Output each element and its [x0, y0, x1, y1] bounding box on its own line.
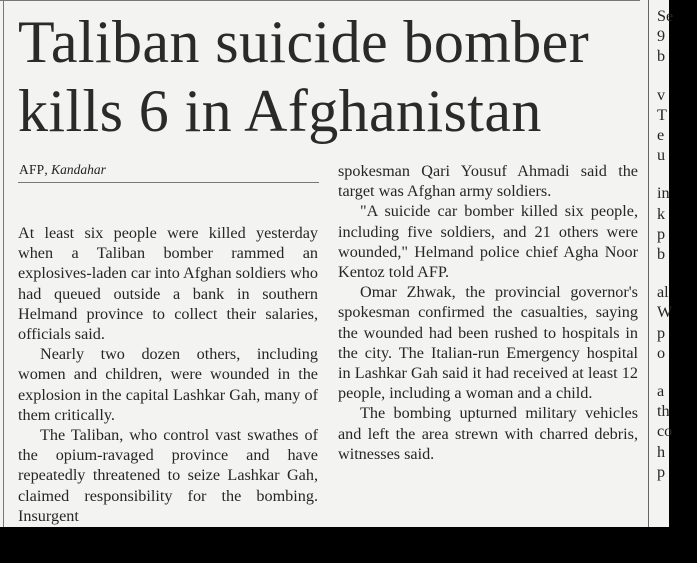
fragment-line: k	[657, 204, 666, 223]
article-paragraph: "A suicide car bomber killed six people, including five soldiers, and 21 others were wounded," Helmand police chief Agha Noor Kentoz told AFP.	[338, 202, 638, 282]
article-paragraph: The bombing upturned military vehicles and left the area strewn with charred debris, witnesses said.	[338, 404, 638, 463]
column-divider	[648, 0, 649, 527]
fragment-line: h	[657, 442, 666, 461]
byline	[19, 161, 106, 179]
article-paragraph: Omar Zhwak, the provincial governor's spokesman confirmed the casualties, saying the wounded had been rushed to hospitals in the city. The Italian-run Emergency hospital in Lashkar Gah said it had received at least 12 people, including a woman and a child.	[338, 283, 638, 403]
headline: Taliban suicide bomber kills 6 in Afghanistan	[18, 9, 590, 144]
article-paragraph: Nearly two dozen others, including women and children, were wounded in the explosion in the capital Lashkar Gah, many of them critically.	[18, 345, 318, 424]
fragment-line: Se	[657, 7, 674, 25]
fragment-line: b	[657, 47, 666, 66]
fragment-line: b	[657, 245, 666, 264]
fragment-line: e	[657, 126, 665, 145]
article-column-1	[18, 223, 318, 526]
fragment-line: p	[657, 462, 666, 481]
byline-rule	[18, 182, 319, 183]
fragment-line: p	[657, 224, 666, 243]
article-column-2	[338, 161, 638, 464]
fragment-line: co	[657, 422, 673, 441]
fragment-line: T	[657, 105, 667, 124]
article-paragraph: spokesman Qari Yousuf Ahmadi said the target was Afghan army soldiers.	[338, 162, 638, 201]
byline-separator: ,	[44, 162, 52, 177]
adjacent-column-fragment	[657, 6, 697, 482]
fragment-line: a	[657, 382, 665, 401]
fragment-line: W	[657, 303, 673, 322]
fragment-line: p	[657, 323, 666, 342]
fragment-line: u	[657, 146, 666, 165]
fragment-line: v	[657, 85, 666, 104]
byline-agency: AFP	[19, 162, 45, 177]
left-rule	[3, 0, 4, 527]
fragment-line: al	[657, 283, 669, 302]
article-paragraph: At least six people were killed yesterday when a Taliban bomber rammed an explosives-laden car into Afghan soldiers who had queued outside a bank in southern Helmand province to collect their salaries, officials said.	[18, 224, 318, 344]
fragment-line: 9	[657, 27, 666, 46]
article-paragraph: The Taliban, who control vast swathes of the opium-ravaged province and have repeatedly threatened to seize Lashkar Gah, claimed responsibility for the bombing. Insurgent	[18, 426, 318, 525]
top-rule	[0, 0, 640, 1]
fragment-line: o	[657, 343, 666, 362]
fragment-line: th	[657, 402, 670, 421]
byline-location: Kandahar	[51, 162, 106, 177]
fragment-line: in	[657, 184, 670, 203]
